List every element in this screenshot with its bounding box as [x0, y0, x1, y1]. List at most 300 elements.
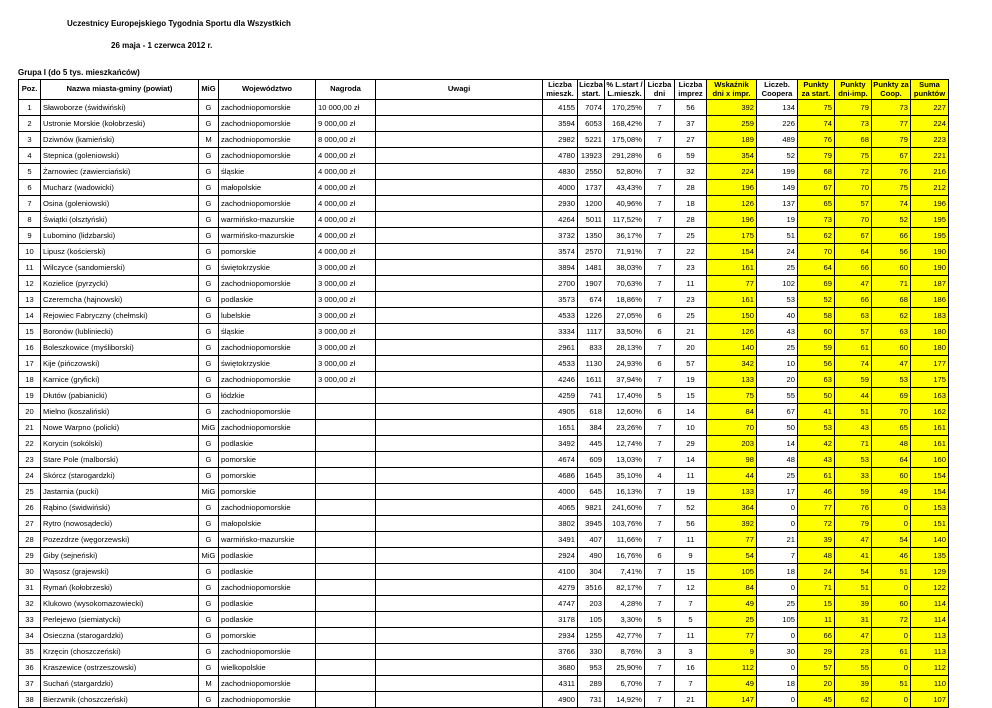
- cell-points-participants: 72: [798, 516, 835, 532]
- cell-cooper-count: 7: [757, 548, 798, 564]
- cell-position: 3: [19, 132, 41, 148]
- cell-voivodeship: warmińsko-mazurskie: [219, 212, 316, 228]
- cell-remarks: [376, 276, 543, 292]
- cell-mig: G: [199, 196, 219, 212]
- cell-points-total: 110: [911, 676, 949, 692]
- cell-prize: 4 000,00 zł: [316, 180, 376, 196]
- cell-population: 4311: [543, 676, 578, 692]
- cell-population: 3492: [543, 436, 578, 452]
- cell-participants: 1481: [578, 260, 605, 276]
- cell-points-total: 212: [911, 180, 949, 196]
- column-header-points-total: Suma punktów: [911, 80, 949, 100]
- cell-voivodeship: zachodniopomorskie: [219, 372, 316, 388]
- cell-position: 5: [19, 164, 41, 180]
- cell-position: 31: [19, 580, 41, 596]
- cell-points-total: 129: [911, 564, 949, 580]
- cell-population: 4674: [543, 452, 578, 468]
- cell-days: 6: [645, 404, 675, 420]
- cell-index: 364: [707, 500, 757, 516]
- cell-points-days-events: 68: [835, 132, 872, 148]
- cell-cooper-count: 55: [757, 388, 798, 404]
- cell-mig: G: [199, 324, 219, 340]
- cell-points-total: 112: [911, 660, 949, 676]
- cell-cooper-count: 102: [757, 276, 798, 292]
- cell-index: 196: [707, 212, 757, 228]
- cell-points-days-events: 70: [835, 212, 872, 228]
- cell-points-cooper: 70: [872, 404, 911, 420]
- cell-mig: MiG: [199, 548, 219, 564]
- cell-mig: G: [199, 260, 219, 276]
- cell-participation-percent: 28,13%: [605, 340, 645, 356]
- cell-mig: G: [199, 356, 219, 372]
- cell-participation-percent: 38,03%: [605, 260, 645, 276]
- table-row: [19, 516, 949, 532]
- cell-prize: 3 000,00 zł: [316, 340, 376, 356]
- cell-remarks: [376, 356, 543, 372]
- cell-population: 4830: [543, 164, 578, 180]
- cell-points-cooper: 61: [872, 644, 911, 660]
- cell-population: 2930: [543, 196, 578, 212]
- cell-mig: G: [199, 612, 219, 628]
- cell-remarks: [376, 340, 543, 356]
- cell-points-total: 190: [911, 260, 949, 276]
- table-row: [19, 420, 949, 436]
- cell-points-total: 175: [911, 372, 949, 388]
- cell-participation-percent: 18,86%: [605, 292, 645, 308]
- cell-points-participants: 57: [798, 660, 835, 676]
- cell-remarks: [376, 180, 543, 196]
- cell-participation-percent: 52,80%: [605, 164, 645, 180]
- cell-town-name: Stare Pole (malborski): [41, 452, 199, 468]
- cell-remarks: [376, 308, 543, 324]
- cell-index: 54: [707, 548, 757, 564]
- cell-points-total: 227: [911, 100, 949, 116]
- cell-voivodeship: zachodniopomorskie: [219, 116, 316, 132]
- cell-points-participants: 67: [798, 180, 835, 196]
- cell-position: 22: [19, 436, 41, 452]
- cell-events: 20: [675, 340, 707, 356]
- cell-population: 2924: [543, 548, 578, 564]
- cell-participation-percent: 27,05%: [605, 308, 645, 324]
- cell-mig: G: [199, 148, 219, 164]
- cell-participation-percent: 291,28%: [605, 148, 645, 164]
- cell-town-name: Perlejewo (siemiatycki): [41, 612, 199, 628]
- cell-town-name: Czeremcha (hajnowski): [41, 292, 199, 308]
- cell-prize: [316, 660, 376, 676]
- cell-points-cooper: 0: [872, 692, 911, 708]
- cell-points-days-events: 23: [835, 644, 872, 660]
- cell-population: 2982: [543, 132, 578, 148]
- cell-participation-percent: 17,40%: [605, 388, 645, 404]
- cell-cooper-count: 0: [757, 692, 798, 708]
- cell-points-participants: 71: [798, 580, 835, 596]
- cell-points-total: 160: [911, 452, 949, 468]
- cell-population: 4259: [543, 388, 578, 404]
- cell-index: 161: [707, 292, 757, 308]
- table-row: [19, 388, 949, 404]
- cell-points-participants: 42: [798, 436, 835, 452]
- cell-participants: 2550: [578, 164, 605, 180]
- table-row: [19, 580, 949, 596]
- cell-participants: 953: [578, 660, 605, 676]
- cell-points-cooper: 0: [872, 660, 911, 676]
- cell-population: 4000: [543, 484, 578, 500]
- cell-town-name: Dłutów (pabianicki): [41, 388, 199, 404]
- column-header-cooper-count: Liczeb. Coopera: [757, 80, 798, 100]
- cell-population: 4246: [543, 372, 578, 388]
- cell-voivodeship: zachodniopomorskie: [219, 100, 316, 116]
- cell-events: 23: [675, 292, 707, 308]
- cell-voivodeship: pomorskie: [219, 468, 316, 484]
- cell-points-total: 223: [911, 132, 949, 148]
- cell-events: 10: [675, 420, 707, 436]
- cell-points-participants: 11: [798, 612, 835, 628]
- cell-points-participants: 74: [798, 116, 835, 132]
- cell-population: 4533: [543, 356, 578, 372]
- cell-points-cooper: 67: [872, 148, 911, 164]
- cell-voivodeship: zachodniopomorskie: [219, 644, 316, 660]
- cell-points-cooper: 54: [872, 532, 911, 548]
- cell-position: 12: [19, 276, 41, 292]
- cell-prize: 3 000,00 zł: [316, 276, 376, 292]
- cell-position: 14: [19, 308, 41, 324]
- document-dates: 26 maja - 1 czerwca 2012 r.: [111, 41, 213, 50]
- cell-points-cooper: 0: [872, 628, 911, 644]
- cell-participants: 1645: [578, 468, 605, 484]
- cell-points-total: 195: [911, 228, 949, 244]
- table-row: [19, 564, 949, 580]
- cell-mig: G: [199, 436, 219, 452]
- cell-mig: G: [199, 244, 219, 260]
- cell-town-name: Rymań (kołobrzeski): [41, 580, 199, 596]
- cell-remarks: [376, 100, 543, 116]
- cell-events: 11: [675, 628, 707, 644]
- cell-points-participants: 69: [798, 276, 835, 292]
- cell-participants: 1255: [578, 628, 605, 644]
- cell-voivodeship: pomorskie: [219, 628, 316, 644]
- cell-mig: G: [199, 500, 219, 516]
- cell-participants: 645: [578, 484, 605, 500]
- cell-index: 175: [707, 228, 757, 244]
- cell-days: 7: [645, 372, 675, 388]
- cell-points-days-events: 47: [835, 532, 872, 548]
- cell-population: 4279: [543, 580, 578, 596]
- cell-points-days-events: 72: [835, 164, 872, 180]
- cell-points-cooper: 77: [872, 116, 911, 132]
- cell-town-name: Krzęcin (choszczeński): [41, 644, 199, 660]
- cell-points-days-events: 57: [835, 324, 872, 340]
- cell-points-cooper: 76: [872, 164, 911, 180]
- cell-points-total: 221: [911, 148, 949, 164]
- cell-mig: G: [199, 340, 219, 356]
- cell-points-participants: 56: [798, 356, 835, 372]
- cell-days: 7: [645, 244, 675, 260]
- cell-participants: 731: [578, 692, 605, 708]
- cell-prize: 10 000,00 zł: [316, 100, 376, 116]
- cell-events: 23: [675, 260, 707, 276]
- cell-remarks: [376, 612, 543, 628]
- cell-voivodeship: zachodniopomorskie: [219, 692, 316, 708]
- cell-position: 29: [19, 548, 41, 564]
- cell-points-total: 140: [911, 532, 949, 548]
- cell-prize: [316, 628, 376, 644]
- cell-points-participants: 53: [798, 420, 835, 436]
- cell-points-total: 180: [911, 324, 949, 340]
- cell-mig: G: [199, 276, 219, 292]
- cell-position: 33: [19, 612, 41, 628]
- cell-mig: G: [199, 164, 219, 180]
- table-row: [19, 660, 949, 676]
- cell-position: 10: [19, 244, 41, 260]
- cell-mig: G: [199, 628, 219, 644]
- cell-remarks: [376, 644, 543, 660]
- column-header-prize: Nagroda: [316, 80, 376, 100]
- cell-points-cooper: 47: [872, 356, 911, 372]
- cell-town-name: Bierzwnik (choszczeński): [41, 692, 199, 708]
- cell-points-total: 183: [911, 308, 949, 324]
- cell-population: 4264: [543, 212, 578, 228]
- cell-points-cooper: 72: [872, 612, 911, 628]
- cell-prize: [316, 580, 376, 596]
- cell-points-cooper: 64: [872, 452, 911, 468]
- cell-prize: 4 000,00 zł: [316, 148, 376, 164]
- cell-points-total: 154: [911, 484, 949, 500]
- cell-prize: [316, 452, 376, 468]
- cell-mig: G: [199, 212, 219, 228]
- cell-days: 7: [645, 260, 675, 276]
- cell-index: 44: [707, 468, 757, 484]
- cell-participation-percent: 25,90%: [605, 660, 645, 676]
- cell-participation-percent: 170,25%: [605, 100, 645, 116]
- cell-participants: 1226: [578, 308, 605, 324]
- cell-points-total: 177: [911, 356, 949, 372]
- cell-points-total: 107: [911, 692, 949, 708]
- column-header-town-name: Nazwa miasta-gminy (powiat): [41, 80, 199, 100]
- cell-cooper-count: 25: [757, 340, 798, 356]
- cell-position: 26: [19, 500, 41, 516]
- cell-position: 13: [19, 292, 41, 308]
- cell-position: 18: [19, 372, 41, 388]
- column-header-remarks: Uwagi: [376, 80, 543, 100]
- cell-population: 2934: [543, 628, 578, 644]
- cell-prize: 8 000,00 zł: [316, 132, 376, 148]
- cell-population: 3574: [543, 244, 578, 260]
- cell-index: 49: [707, 596, 757, 612]
- cell-cooper-count: 10: [757, 356, 798, 372]
- cell-town-name: Wilczyce (sandomierski): [41, 260, 199, 276]
- cell-events: 12: [675, 580, 707, 596]
- cell-participation-percent: 42,77%: [605, 628, 645, 644]
- cell-prize: 4 000,00 zł: [316, 196, 376, 212]
- cell-prize: [316, 500, 376, 516]
- cell-points-participants: 59: [798, 340, 835, 356]
- cell-points-days-events: 41: [835, 548, 872, 564]
- cell-remarks: [376, 196, 543, 212]
- table-row: [19, 452, 949, 468]
- cell-cooper-count: 48: [757, 452, 798, 468]
- table-row: [19, 500, 949, 516]
- cell-participants: 5221: [578, 132, 605, 148]
- cell-points-participants: 52: [798, 292, 835, 308]
- cell-index: 84: [707, 404, 757, 420]
- cell-remarks: [376, 132, 543, 148]
- cell-participation-percent: 175,08%: [605, 132, 645, 148]
- cell-points-cooper: 68: [872, 292, 911, 308]
- cell-index: 147: [707, 692, 757, 708]
- cell-points-participants: 61: [798, 468, 835, 484]
- table-header-row: [19, 80, 949, 100]
- cell-events: 11: [675, 532, 707, 548]
- cell-participation-percent: 37,94%: [605, 372, 645, 388]
- cell-cooper-count: 25: [757, 468, 798, 484]
- column-header-points-cooper: Punkty za Coop.: [873, 80, 909, 98]
- cell-points-participants: 64: [798, 260, 835, 276]
- cell-participation-percent: 8,76%: [605, 644, 645, 660]
- cell-points-total: 162: [911, 404, 949, 420]
- cell-days: 7: [645, 564, 675, 580]
- table-row: [19, 212, 949, 228]
- cell-voivodeship: świętokrzyskie: [219, 260, 316, 276]
- cell-population: 3594: [543, 116, 578, 132]
- cell-days: 7: [645, 116, 675, 132]
- table-row: [19, 260, 949, 276]
- cell-cooper-count: 43: [757, 324, 798, 340]
- table-row: [19, 132, 949, 148]
- cell-population: 4900: [543, 692, 578, 708]
- cell-participants: 1907: [578, 276, 605, 292]
- cell-position: 6: [19, 180, 41, 196]
- cell-participation-percent: 43,43%: [605, 180, 645, 196]
- cell-events: 37: [675, 116, 707, 132]
- cell-cooper-count: 0: [757, 500, 798, 516]
- cell-points-participants: 45: [798, 692, 835, 708]
- cell-remarks: [376, 484, 543, 500]
- cell-participation-percent: 40,96%: [605, 196, 645, 212]
- cell-population: 4000: [543, 180, 578, 196]
- cell-index: 189: [707, 132, 757, 148]
- cell-participation-percent: 103,76%: [605, 516, 645, 532]
- cell-points-cooper: 0: [872, 516, 911, 532]
- cell-participants: 1130: [578, 356, 605, 372]
- cell-points-days-events: 59: [835, 372, 872, 388]
- cell-prize: 3 000,00 zł: [316, 372, 376, 388]
- cell-points-participants: 73: [798, 212, 835, 228]
- cell-town-name: Nowe Warpno (policki): [41, 420, 199, 436]
- cell-position: 17: [19, 356, 41, 372]
- document-title: Uczestnicy Europejskiego Tygodnia Sportu dla Wszystkich: [67, 19, 291, 28]
- cell-prize: 3 000,00 zł: [316, 260, 376, 276]
- cell-index: 49: [707, 676, 757, 692]
- cell-index: 140: [707, 340, 757, 356]
- cell-prize: [316, 596, 376, 612]
- cell-points-cooper: 73: [872, 100, 911, 116]
- table-row: [19, 116, 949, 132]
- cell-index: 259: [707, 116, 757, 132]
- cell-mig: G: [199, 388, 219, 404]
- cell-points-total: 195: [911, 212, 949, 228]
- cell-index: 150: [707, 308, 757, 324]
- cell-participants: 445: [578, 436, 605, 452]
- cell-remarks: [376, 420, 543, 436]
- cell-town-name: Dziwnów (kamieński): [41, 132, 199, 148]
- cell-cooper-count: 0: [757, 580, 798, 596]
- cell-population: 3766: [543, 644, 578, 660]
- cell-points-days-events: 47: [835, 628, 872, 644]
- cell-events: 21: [675, 324, 707, 340]
- cell-days: 7: [645, 692, 675, 708]
- cell-position: 16: [19, 340, 41, 356]
- cell-position: 25: [19, 484, 41, 500]
- cell-points-days-events: 79: [835, 100, 872, 116]
- column-header-points-days-events: Punkty dni-imp.: [835, 80, 872, 100]
- cell-position: 34: [19, 628, 41, 644]
- cell-remarks: [376, 324, 543, 340]
- table-row: [19, 612, 949, 628]
- cell-days: 7: [645, 420, 675, 436]
- cell-participation-percent: 241,60%: [605, 500, 645, 516]
- table-row: [19, 324, 949, 340]
- cell-prize: [316, 548, 376, 564]
- cell-mig: G: [199, 596, 219, 612]
- cell-points-cooper: 66: [872, 228, 911, 244]
- cell-voivodeship: podlaskie: [219, 436, 316, 452]
- cell-voivodeship: zachodniopomorskie: [219, 404, 316, 420]
- cell-points-total: 135: [911, 548, 949, 564]
- cell-voivodeship: zachodniopomorskie: [219, 500, 316, 516]
- cell-remarks: [376, 564, 543, 580]
- cell-points-total: 122: [911, 580, 949, 596]
- cell-events: 25: [675, 308, 707, 324]
- cell-voivodeship: podlaskie: [219, 596, 316, 612]
- cell-days: 6: [645, 548, 675, 564]
- cell-points-total: 196: [911, 196, 949, 212]
- cell-events: 7: [675, 596, 707, 612]
- cell-points-days-events: 39: [835, 596, 872, 612]
- cell-index: 126: [707, 196, 757, 212]
- cell-points-days-events: 57: [835, 196, 872, 212]
- cell-index: 392: [707, 516, 757, 532]
- cell-town-name: Klukowo (wysokomazowiecki): [41, 596, 199, 612]
- cell-events: 14: [675, 452, 707, 468]
- cell-town-name: Jastarnia (pucki): [41, 484, 199, 500]
- cell-days: 7: [645, 628, 675, 644]
- cell-voivodeship: zachodniopomorskie: [219, 340, 316, 356]
- cell-events: 7: [675, 676, 707, 692]
- cell-points-days-events: 43: [835, 420, 872, 436]
- cell-points-days-events: 39: [835, 676, 872, 692]
- cell-remarks: [376, 292, 543, 308]
- cell-points-days-events: 33: [835, 468, 872, 484]
- cell-points-cooper: 69: [872, 388, 911, 404]
- cell-town-name: Kije (pińczowski): [41, 356, 199, 372]
- cell-mig: G: [199, 100, 219, 116]
- cell-participants: 1611: [578, 372, 605, 388]
- cell-points-days-events: 79: [835, 516, 872, 532]
- cell-voivodeship: pomorskie: [219, 244, 316, 260]
- cell-points-days-events: 51: [835, 404, 872, 420]
- cell-remarks: [376, 372, 543, 388]
- cell-points-cooper: 51: [872, 564, 911, 580]
- cell-position: 23: [19, 452, 41, 468]
- cell-cooper-count: 14: [757, 436, 798, 452]
- cell-participants: 1737: [578, 180, 605, 196]
- cell-participation-percent: 16,13%: [605, 484, 645, 500]
- cell-mig: G: [199, 644, 219, 660]
- cell-index: 70: [707, 420, 757, 436]
- cell-participants: 674: [578, 292, 605, 308]
- cell-population: 1651: [543, 420, 578, 436]
- cell-participants: 1200: [578, 196, 605, 212]
